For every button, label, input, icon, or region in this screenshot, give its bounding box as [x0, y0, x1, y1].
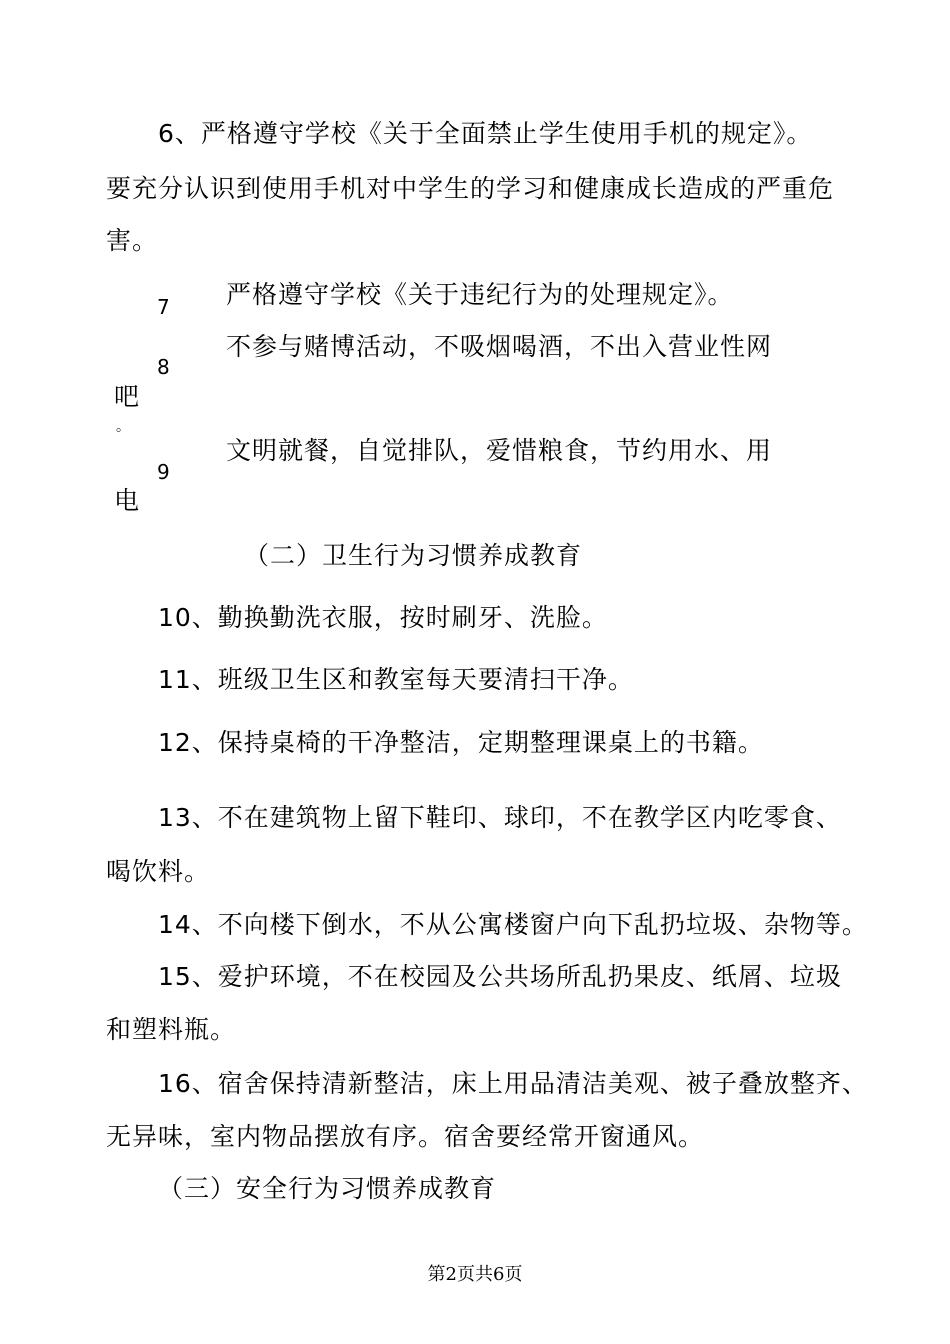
item-15-line-1: 15、爱护环境，不在校园及公共场所乱扔果皮、纸屑、垃圾 — [158, 962, 842, 991]
page-footer: 第2页共6页 — [427, 1264, 523, 1285]
item-7-number: 7 — [157, 295, 170, 319]
item-11: 11、班级卫生区和教室每天要清扫干净。 — [158, 665, 634, 694]
item-6-line-1: 6、严格遵守学校《关于全面禁止学生使用手机的规定》。 — [158, 119, 813, 148]
item-16-line-1: 16、宿舍保持清新整洁，床上用品清洁美观、被子叠放整齐、 — [158, 1069, 868, 1098]
item-8-continuation: 吧 — [114, 382, 141, 411]
item-6-line-3: 害。 — [106, 226, 159, 255]
item-6-line-2: 要充分认识到使用手机对中学生的学习和健康成长造成的严重危 — [106, 174, 835, 203]
item-9-number: 9 — [157, 460, 170, 484]
item-14: 14、不向楼下倒水，不从公寓楼窗户向下乱扔垃圾、杂物等。 — [158, 910, 868, 939]
item-10: 10、勤换勤洗衣服，按时刷牙、洗脸。 — [158, 603, 608, 632]
item-8-text: 不参与赌博活动，不吸烟喝酒，不出入营业性网 — [226, 332, 773, 361]
item-9-continuation: 电 — [114, 486, 141, 515]
item-15-line-2: 和塑料瓶。 — [106, 1015, 237, 1044]
item-12: 12、保持桌椅的干净整洁，定期整理课桌上的书籍。 — [158, 728, 764, 757]
item-7-text: 严格遵守学校《关于违纪行为的处理规定》。 — [226, 280, 734, 309]
item-8-mark: 。 — [116, 419, 130, 435]
section-heading-safety: （三）安全行为习惯养成教育 — [158, 1174, 497, 1203]
item-13-line-2: 喝饮料。 — [106, 857, 211, 886]
item-9-text: 文明就餐，自觉排队，爱惜粮食，节约用水、用 — [226, 436, 773, 465]
section-heading-hygiene: （二）卫生行为习惯养成教育 — [244, 541, 583, 570]
item-16-line-2: 无异味，室内物品摆放有序。宿舍要经常开窗通风。 — [106, 1122, 705, 1151]
item-13-line-1: 13、不在建筑物上留下鞋印、球印，不在教学区内吃零食、 — [158, 803, 842, 832]
item-8-number: 8 — [157, 355, 170, 379]
